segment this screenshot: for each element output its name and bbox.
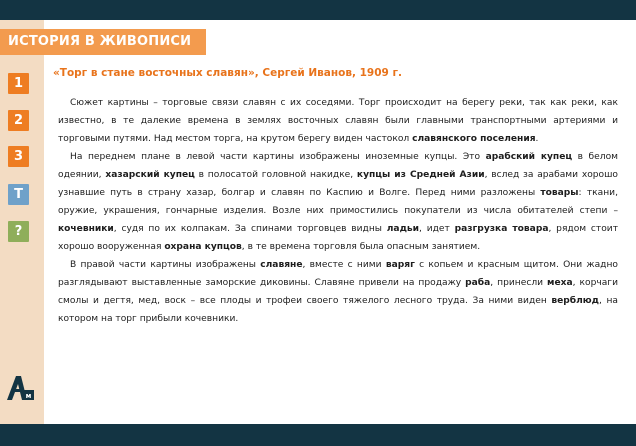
keyword: разгрузка товара xyxy=(454,224,549,234)
keyword: хазарский купец xyxy=(105,170,195,180)
keyword: товары xyxy=(540,188,579,198)
keyword: меха xyxy=(547,278,573,288)
logo-icon xyxy=(5,372,35,402)
slide xyxy=(0,20,636,424)
nav-button-test[interactable]: Т xyxy=(8,184,29,205)
top-bar xyxy=(0,0,636,20)
nav-button-question[interactable]: ? xyxy=(8,221,29,242)
article-title: «Торг в стане восточных славян», Сергей Иванов, 1909 г. xyxy=(53,67,402,79)
paragraph-3: В правой части картины изображены славяне, вместе с ними варяг с копьем и красным щитом. Они жадно разглядывают выставленные заморские диковины. Славяне привели на продажу раба, принесли меха, корчаги смолы и дегтя, мед, воск – все плоды и трофеи своего тяжелого лесного труда. За ними виден верблюд, на котором на торг прибыли кочевники. xyxy=(58,260,618,324)
section-title: ИСТОРИЯ В ЖИВОПИСИ xyxy=(0,29,206,55)
nav-button-3[interactable]: 3 xyxy=(8,146,29,167)
nav-button-1[interactable]: 1 xyxy=(8,73,29,94)
paragraph-1: Сюжет картины – торговые связи славян с их соседями. Торг происходит на берегу реки, так как реки, как известно, в те далекие времена в землях восточных славян были главными транспортными артериями и торговыми путями. Над местом торга, на крутом берегу виден частокол славянского поселения. xyxy=(58,98,618,144)
keyword: ладьи xyxy=(386,224,420,234)
paragraph-2: На переднем плане в левой части картины изображены иноземные купцы. Это арабский купец в белом одеянии, хазарский купец в полосатой головной накидке, купцы из Средней Азии, вслед за арабами хорошо узнавшие путь в страну хазар, болгар и славян по Каспию и Волге. Перед ними разложены товары: ткани, оружие, украшения, гончарные изделия. Возле них примостились покупатели из числа обитателей степи – кочевники, судя по их колпакам. За спинами торговцев видны ладьи, идет разгрузка товара, рядом стоит хорошо вооруженная охрана купцов, в те времена торговля была опасным занятием. xyxy=(58,152,619,252)
keyword: раба xyxy=(465,278,491,288)
nav-button-2[interactable]: 2 xyxy=(8,110,29,131)
keyword: славяне xyxy=(260,260,303,270)
bottom-bar xyxy=(0,424,636,446)
keyword: верблюд xyxy=(551,296,599,306)
keyword: купцы из Средней Азии xyxy=(356,170,485,180)
keyword: варяг xyxy=(385,260,415,270)
article-body xyxy=(58,94,618,328)
keyword: охрана купцов xyxy=(164,242,242,252)
keyword: арабский купец xyxy=(485,152,573,162)
keyword: кочевники xyxy=(58,224,114,234)
keyword: славянского поселения xyxy=(412,134,536,144)
svg-text:м: м xyxy=(25,392,32,400)
